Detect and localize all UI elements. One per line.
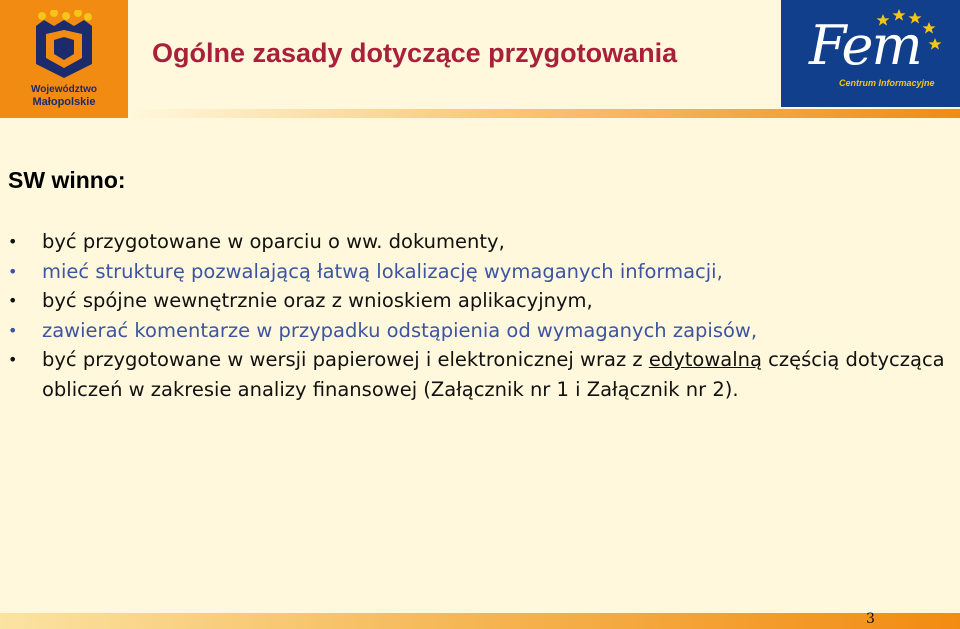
header-stripe (128, 109, 960, 118)
wojewodztwo-malopolskie-logo (0, 0, 128, 118)
page-title: Ogólne zasady dotyczące przygotowania (152, 38, 678, 68)
logo-caption-line1: Województwo (31, 84, 97, 95)
list-item-text: być przygotowane w wersji papierowej i elektronicznej wraz z (42, 348, 649, 371)
malopolska-crest-icon (32, 10, 96, 82)
logo-caption-line2: Małopolskie (32, 96, 96, 108)
fem-logo (781, 0, 960, 107)
list-item (0, 345, 960, 404)
list-item-text-continued: częścią dotycząca obliczeń w zakresie analizy finansowej (Załącznik nr 1 i Załącznik nr 2). (42, 348, 945, 401)
bullet-icon: • (8, 232, 18, 251)
list-item (0, 286, 960, 316)
bullet-icon: • (8, 350, 18, 369)
bullet-icon: • (8, 291, 18, 310)
section-heading: SW winno: (8, 167, 126, 193)
requirements-list (0, 227, 960, 404)
bullet-icon: • (8, 320, 18, 340)
footer-bar (0, 613, 960, 629)
underlined-word: edytowalną (648, 348, 762, 371)
list-item-text: być spójne wewnętrznie oraz z wnioskiem aplikacyjnym, (42, 289, 593, 312)
fem-caption: Centrum Informacyjne (839, 78, 935, 88)
page-number: 3 (866, 611, 875, 627)
list-item-text: mieć strukturę pozwalającą łatwą lokalizację wymaganych informacji, (42, 259, 723, 283)
fem-wordmark: Fem (809, 14, 921, 77)
list-item (0, 227, 960, 257)
list-item-text: być przygotowane w oparciu o ww. dokumenty, (42, 230, 505, 253)
bullet-icon: • (8, 261, 18, 281)
list-item-text: zawierać komentarze w przypadku odstąpienia od wymaganych zapisów, (42, 318, 758, 342)
list-item (0, 257, 960, 287)
list-item (0, 316, 960, 346)
